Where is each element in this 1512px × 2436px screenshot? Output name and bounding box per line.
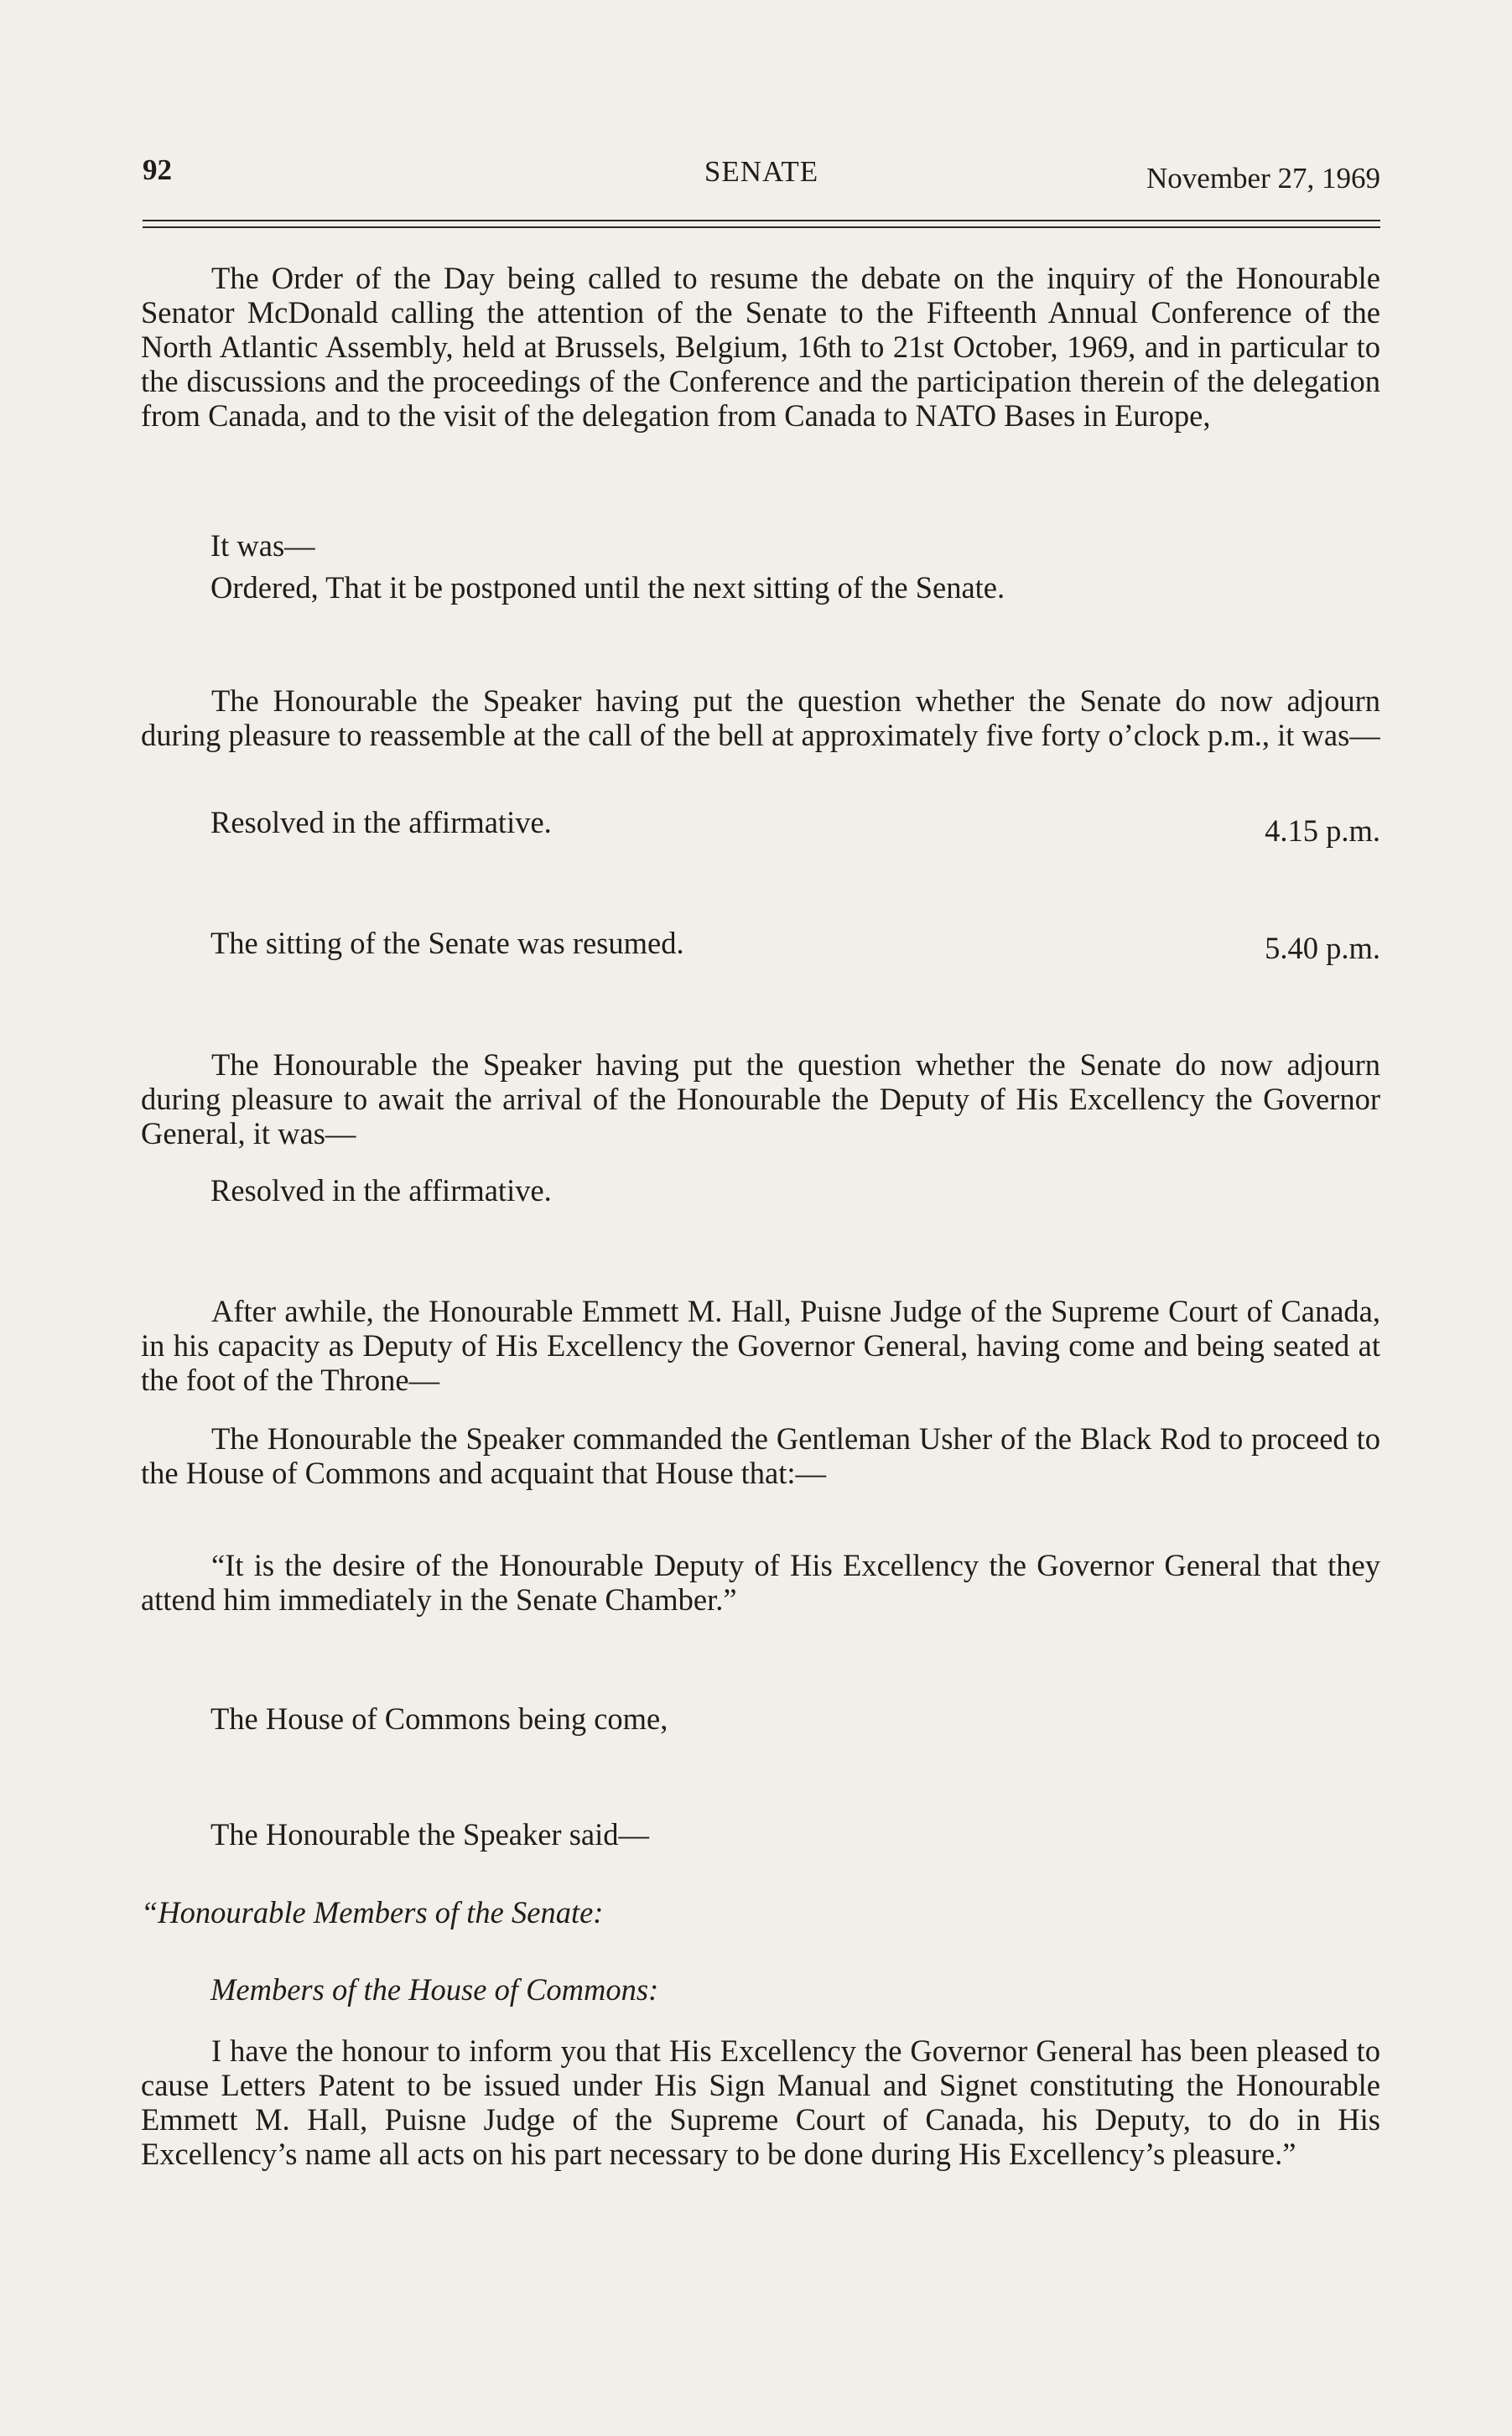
paragraph-await-deputy: The Honourable the Speaker having put the question whether the Senate do now adjourn during pleasure to await the arrival of the Honourable the Deputy of His Excellency the Governor General, it was—	[141, 1047, 1380, 1150]
paragraph-letters-patent: I have the honour to inform you that His Excellency the Governor General has been pleased to cause Letters Patent to be issued under His Sign Manual and Signet constituting the Honourable Emmett M. Hall, Puisne Judge of the Supreme Court of Canada, his Deputy, to do in His Excellency’s name all acts on his part necessary to be done during His Excellency’s pleasure.”	[141, 2033, 1380, 2171]
header-rule-top	[143, 220, 1380, 221]
page-header	[143, 153, 1380, 195]
journal-title: SENATE	[704, 155, 819, 188]
time-stamp: 4.15 p.m.	[1265, 813, 1380, 848]
paragraph-resolved-1	[210, 805, 1380, 848]
salutation-senate: “Honourable Members of the Senate:	[141, 1895, 604, 1930]
paragraph-desire: “It is the desire of the Honourable Deputy of His Excellency the Governor General that they attend him immediately in the Senate Chamber.”	[141, 1548, 1380, 1617]
sitting-date: November 27, 1969	[1146, 162, 1380, 195]
paragraph-inquiry: The Order of the Day being called to resume the debate on the inquiry of the Honourable Senator McDonald calling the attention of the Senate to the Fifteenth Annual Conference of the North Atlantic Assembly, held at Brussels, Belgium, 16th to 21st October, 1969, and in particular to the discussions and the proceedings of the Conference and the participation therein of the delegation from Canada, and to the visit of the delegation from Canada to NATO Bases in Europe,	[141, 261, 1380, 433]
paragraph-ordered: Ordered, That it be postponed until the next sitting of the Senate.	[210, 570, 1005, 605]
paragraph-resolved-2: Resolved in the affirmative.	[210, 1173, 552, 1208]
resumed-text: The sitting of the Senate was resumed.	[210, 926, 684, 960]
paragraph-it-was: It was—	[210, 528, 315, 563]
paragraph-adjourn-question: The Honourable the Speaker having put the question whether the Senate do now adjourn during pleasure to reassemble at the call of the bell at approximately five forty o’clock p.m., it was—	[141, 683, 1380, 752]
salutation-commons: Members of the House of Commons:	[210, 1972, 659, 2007]
page-number: 92	[143, 153, 172, 186]
paragraph-speaker-said: The Honourable the Speaker said—	[210, 1817, 649, 1852]
paragraph-resumed	[210, 926, 1380, 965]
paragraph-black-rod: The Honourable the Speaker commanded the Gentleman Usher of the Black Rod to proceed to the House of Commons and acquaint that House that:—	[141, 1421, 1380, 1490]
time-stamp: 5.40 p.m.	[1265, 931, 1380, 965]
paragraph-deputy-arrives: After awhile, the Honourable Emmett M. Hall, Puisne Judge of the Supreme Court of Canada, in his capacity as Deputy of His Excellency the Governor General, having come and being seated at the foot of the Throne—	[141, 1294, 1380, 1397]
header-rule-bottom	[143, 226, 1380, 228]
resolved-text: Resolved in the affirmative.	[210, 805, 552, 839]
paragraph-commons-come: The House of Commons being come,	[210, 1701, 668, 1736]
